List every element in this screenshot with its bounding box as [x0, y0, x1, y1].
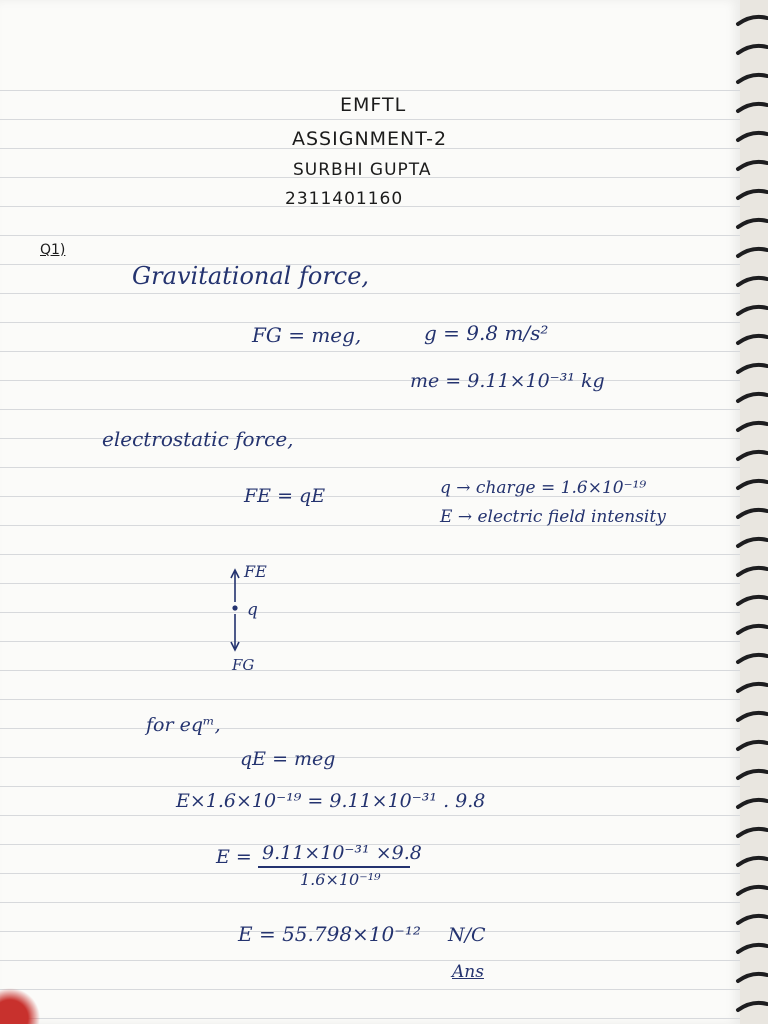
equating-label: for eqᵐ,	[146, 714, 221, 736]
spiral-ring	[738, 713, 767, 720]
ruled-line	[0, 119, 740, 120]
ruled-line	[0, 670, 740, 671]
solution-result: E = 55.798×10⁻¹²	[238, 922, 421, 946]
ruled-line	[0, 989, 740, 990]
spiral-ring	[738, 365, 767, 372]
spiral-ring	[738, 684, 767, 691]
solution-line-3-lhs: E =	[216, 846, 252, 868]
spiral-ring	[738, 510, 767, 517]
spiral-ring	[738, 829, 767, 836]
ruled-line	[0, 467, 740, 468]
spiral-ring	[738, 887, 767, 894]
question-label: Q1)	[40, 242, 66, 258]
electrostatic-formula: FE = qE	[244, 485, 326, 507]
ruled-line	[0, 960, 740, 961]
spiral-ring	[738, 858, 767, 865]
spiral-ring	[738, 307, 767, 314]
ruled-line	[0, 728, 740, 729]
solution-line-1: qE = meg	[240, 748, 336, 770]
spiral-ring	[738, 452, 767, 459]
g-value: g = 9.8 m/s²	[424, 321, 549, 345]
spiral-ring	[738, 104, 767, 111]
diagram-fg-label: FG	[232, 656, 255, 674]
gravitational-heading: Gravitational force,	[132, 262, 370, 290]
ruled-line	[0, 293, 740, 294]
ruled-line	[0, 1018, 740, 1019]
fraction-bar	[258, 866, 410, 868]
ruled-line	[0, 757, 740, 758]
spiral-ring	[738, 800, 767, 807]
spiral-ring	[738, 742, 767, 749]
ruled-line	[0, 322, 740, 323]
spiral-ring	[738, 539, 767, 546]
ruled-line	[0, 409, 740, 410]
spiral-ring	[738, 75, 767, 82]
spiral-ring	[738, 133, 767, 140]
spiral-ring	[738, 655, 767, 662]
ruled-line	[0, 264, 740, 265]
ruled-line	[0, 612, 740, 613]
spiral-ring	[738, 17, 767, 24]
spiral-ring	[738, 191, 767, 198]
result-unit: N/C	[448, 924, 486, 946]
q-definition: q → charge = 1.6×10⁻¹⁹	[440, 478, 647, 498]
diagram-fe-label: FE	[244, 562, 267, 581]
spiral-ring	[738, 568, 767, 575]
ruled-line	[0, 699, 740, 700]
spiral-ring	[738, 249, 767, 256]
student-name: SURBHI GUPTA	[293, 160, 432, 180]
spiral-ring	[738, 597, 767, 604]
me-value: me = 9.11×10⁻³¹ kg	[410, 370, 605, 392]
spiral-ring	[738, 771, 767, 778]
solution-fraction-denominator: 1.6×10⁻¹⁹	[300, 870, 381, 889]
ruled-line	[0, 583, 740, 584]
ruled-line	[0, 902, 740, 903]
spiral-ring	[738, 394, 767, 401]
spiral-ring	[738, 423, 767, 430]
spiral-ring	[738, 46, 767, 53]
answer-mark: Ans	[452, 962, 484, 982]
ruled-line	[0, 90, 740, 91]
ruled-line	[0, 641, 740, 642]
diagram-charge-label: q	[247, 600, 258, 620]
ruled-line	[0, 554, 740, 555]
spiral-ring	[738, 626, 767, 633]
ruled-line	[0, 786, 740, 787]
e-definition: E → electric field intensity	[440, 507, 666, 527]
course-title: EMFTL	[340, 94, 407, 116]
assignment-title: ASSIGNMENT-2	[292, 128, 448, 150]
solution-line-2: E×1.6×10⁻¹⁹ = 9.11×10⁻³¹ . 9.8	[176, 790, 486, 812]
electrostatic-heading: electrostatic force,	[102, 427, 294, 451]
spiral-ring	[738, 481, 767, 488]
ruled-line	[0, 235, 740, 236]
spiral-ring	[738, 278, 767, 285]
roll-number: 2311401160	[285, 189, 404, 209]
spiral-ring	[738, 916, 767, 923]
ruled-line	[0, 380, 740, 381]
ruled-line	[0, 815, 740, 816]
spiral-ring	[738, 974, 767, 981]
spiral-ring	[738, 945, 767, 952]
spiral-ring	[738, 336, 767, 343]
spiral-ring	[738, 1003, 767, 1010]
ruled-line	[0, 351, 740, 352]
gravitational-formula: FG = meg,	[252, 323, 362, 347]
solution-fraction-numerator: 9.11×10⁻³¹ ×9.8	[262, 842, 422, 864]
spiral-binding	[734, 0, 768, 1024]
spiral-ring	[738, 220, 767, 227]
red-corner-object	[0, 986, 40, 1024]
spiral-ring	[738, 162, 767, 169]
